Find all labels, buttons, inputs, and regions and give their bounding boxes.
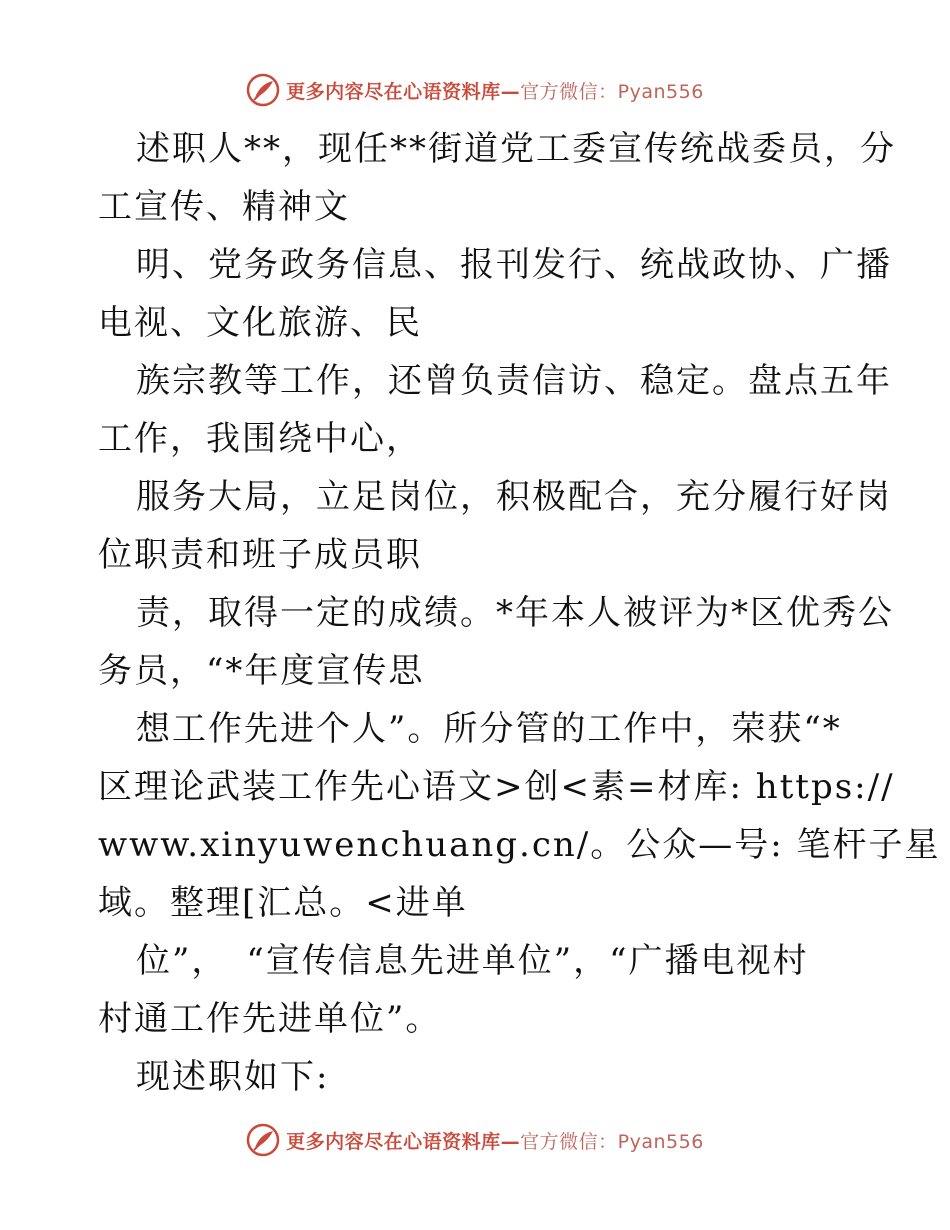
paragraph-line: 工宣传、精神文 <box>98 187 350 227</box>
paragraph-line: 位”， “宣传信息先进单位”，“广播电视村 <box>136 941 809 981</box>
paragraph-line: 域。整理[汇总。<进单 <box>98 883 468 923</box>
paragraph-line: 责，取得一定的成绩。*年本人被评为*区优秀公 <box>136 593 894 633</box>
paragraph-line: 想工作先进个人”。所分管的工作中，荣获“* <box>136 709 842 749</box>
header-banner <box>0 68 950 112</box>
header-banner-text: 更多内容尽在心语资料库—官方微信：Pyan556 <box>286 80 704 103</box>
paragraph-line: 服务大局，立足岗位，积极配合，充分履行好岗 <box>136 477 892 517</box>
footer-banner-text: 更多内容尽在心语资料库—官方微信：Pyan556 <box>286 1130 704 1153</box>
paragraph-line: 工作，我围绕中心， <box>98 419 422 459</box>
paragraph-line: 区理论武装工作先心语文>创<素=材库: https:// <box>98 767 895 807</box>
feather-pen-logo-icon <box>246 1123 280 1157</box>
paragraph-line: 现述职如下: <box>136 1057 330 1097</box>
document-body <box>98 120 941 1106</box>
paragraph-line: 务员，“*年度宣传思 <box>98 651 425 691</box>
paragraph-line: 述职人**，现任**街道党工委宣传统战委员，分 <box>136 129 896 169</box>
footer-banner <box>0 1118 950 1162</box>
paragraph-line: 位职责和班子成员职 <box>98 535 422 575</box>
paragraph-line: 电视、文化旅游、民 <box>98 303 422 343</box>
paragraph-line: 村通工作先进单位”。 <box>98 999 442 1039</box>
paragraph-line: 明、党务政务信息、报刊发行、统战政协、广播 <box>136 245 892 285</box>
paragraph-line: 族宗教等工作，还曾负责信访、稳定。盘点五年 <box>136 361 892 401</box>
feather-pen-logo-icon <box>246 73 280 107</box>
paragraph-line: www.xinyuwenchuang.cn/。公众—号: 笔杆子星 <box>98 825 941 865</box>
